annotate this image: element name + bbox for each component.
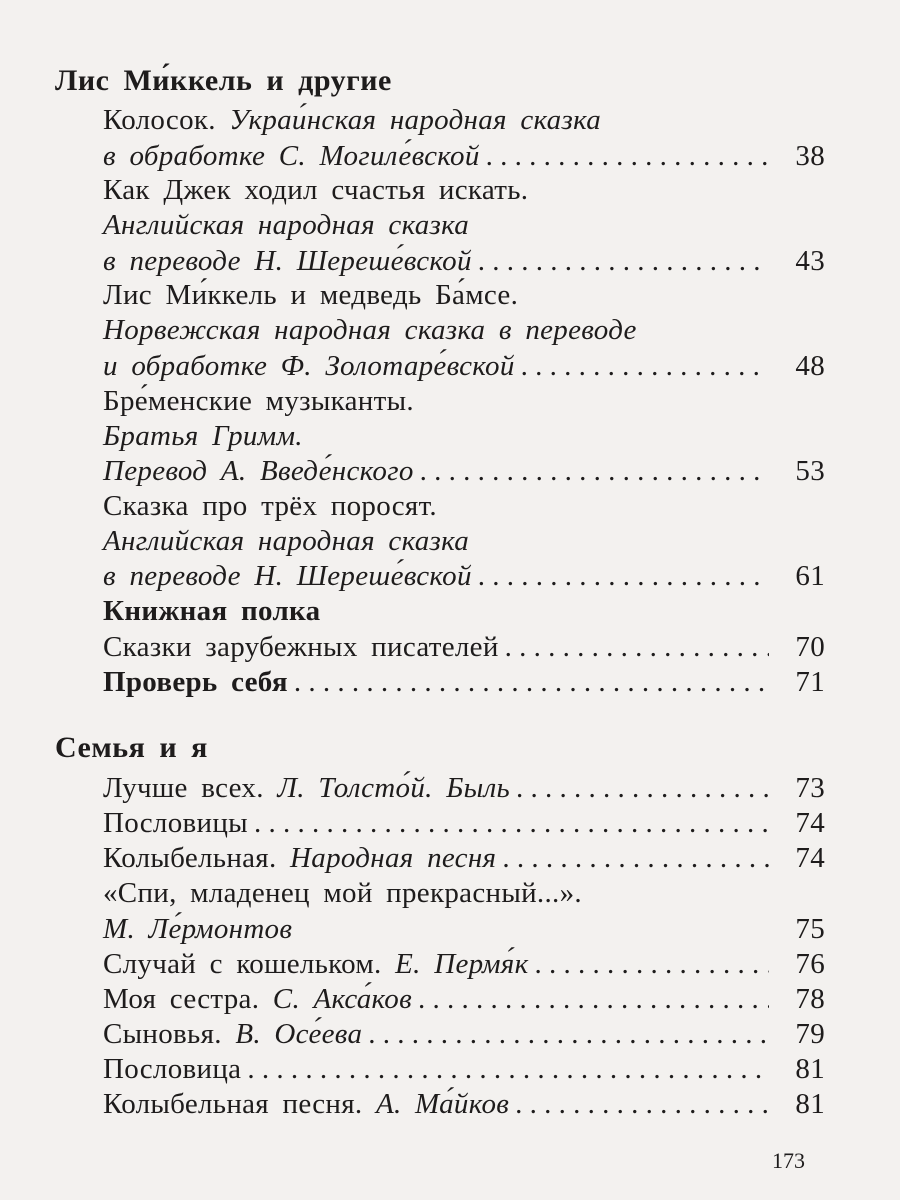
leader-dots (478, 243, 769, 279)
leader-dots (420, 453, 769, 489)
toc-entry[interactable]: в переводе Н. Шереше́вской . . . 61 (103, 558, 825, 594)
toc-entry[interactable]: Сыновья. В. Осе́ева . . . 79 (103, 1016, 825, 1052)
leader-dots (521, 348, 769, 384)
leader-dots (478, 558, 769, 594)
toc-entry[interactable]: М. Ле́рмонтов 75 (103, 913, 825, 945)
page-number: 48 (795, 350, 825, 382)
toc-entry[interactable]: в переводе Н. Шереше́вской . . . 43 (103, 243, 825, 279)
leader-dots (486, 138, 769, 174)
toc-line: Сказка про трёх поросят. (103, 490, 437, 522)
leader-dots (505, 629, 769, 665)
toc-entry[interactable]: Случай с кошельком. Е. Пермя́к . . . 76 (103, 946, 825, 982)
toc-entry[interactable]: Пословица . . . 81 (103, 1051, 825, 1087)
toc-line: Английская народная сказка (103, 525, 470, 557)
page-number: 71 (795, 666, 825, 698)
toc-entry[interactable]: в обработке С. Могиле́вской . . . 38 (103, 138, 825, 174)
toc-entry[interactable]: Моя сестра. С. Акса́ков . . . 78 (103, 981, 825, 1017)
toc-entry[interactable]: Лучше всех. Л. Толсто́й. Быль . . . 73 (103, 770, 825, 806)
page-folio: 173 (772, 1148, 805, 1173)
page-number: 38 (795, 140, 825, 172)
page-number: 78 (795, 983, 825, 1015)
toc-entry[interactable]: Проверь себя . . . 71 (103, 664, 825, 700)
toc-line: «Спи, младенец мой прекрасный...». (103, 877, 582, 909)
page-number: 43 (795, 245, 825, 277)
page-number: 81 (795, 1053, 825, 1085)
leader-dots (516, 770, 769, 806)
toc-line: Бре́менские музыканты. (103, 385, 414, 417)
section-title-2: Семья и я (55, 731, 208, 764)
toc-line: Английская народная сказка (103, 209, 470, 241)
page-number: 75 (795, 913, 825, 945)
page-number: 81 (795, 1088, 825, 1120)
leader-dots (534, 946, 769, 982)
toc-entry[interactable]: Колыбельная песня. А. Ма́йков . . . 81 (103, 1086, 825, 1122)
leader-dots (254, 805, 769, 841)
leader-dots (515, 1086, 769, 1122)
page-number: 74 (795, 807, 825, 839)
page-number: 70 (795, 631, 825, 663)
toc-line: Лис Ми́ккель и медведь Ба́мсе. (103, 279, 519, 311)
toc-line: Как Джек ходил счастья искать. (103, 174, 529, 206)
toc-entry[interactable]: Пословицы . . . 74 (103, 805, 825, 841)
toc-entry[interactable]: и обработке Ф. Золотаре́вской . . . 48 (103, 348, 825, 384)
leader-dots (502, 840, 769, 876)
leader-dots (418, 981, 769, 1017)
toc-subheading: Книжная полка (103, 595, 321, 627)
toc-entry[interactable]: Перевод А. Введе́нского . . . 53 (103, 453, 825, 489)
page-number: 74 (795, 842, 825, 874)
section-title-1: Лис Ми́ккель и другие (55, 64, 392, 97)
page-number: 79 (795, 1018, 825, 1050)
page-number: 53 (795, 455, 825, 487)
toc-entry[interactable]: Сказки зарубежных писателей . . . 70 (103, 629, 825, 665)
toc-line: Братья Гримм. (103, 420, 303, 452)
leader-dots (247, 1051, 769, 1087)
toc-line: Колосок. Украи́нская народная сказка (103, 104, 602, 136)
leader-dots (294, 664, 769, 700)
toc-line: Норвежская народная сказка в переводе (103, 314, 637, 346)
leader-dots (368, 1016, 769, 1052)
page-number: 61 (795, 560, 825, 592)
page-number: 73 (795, 772, 825, 804)
page-number: 76 (795, 948, 825, 980)
toc-entry[interactable]: Колыбельная. Народная песня . . . 74 (103, 840, 825, 876)
